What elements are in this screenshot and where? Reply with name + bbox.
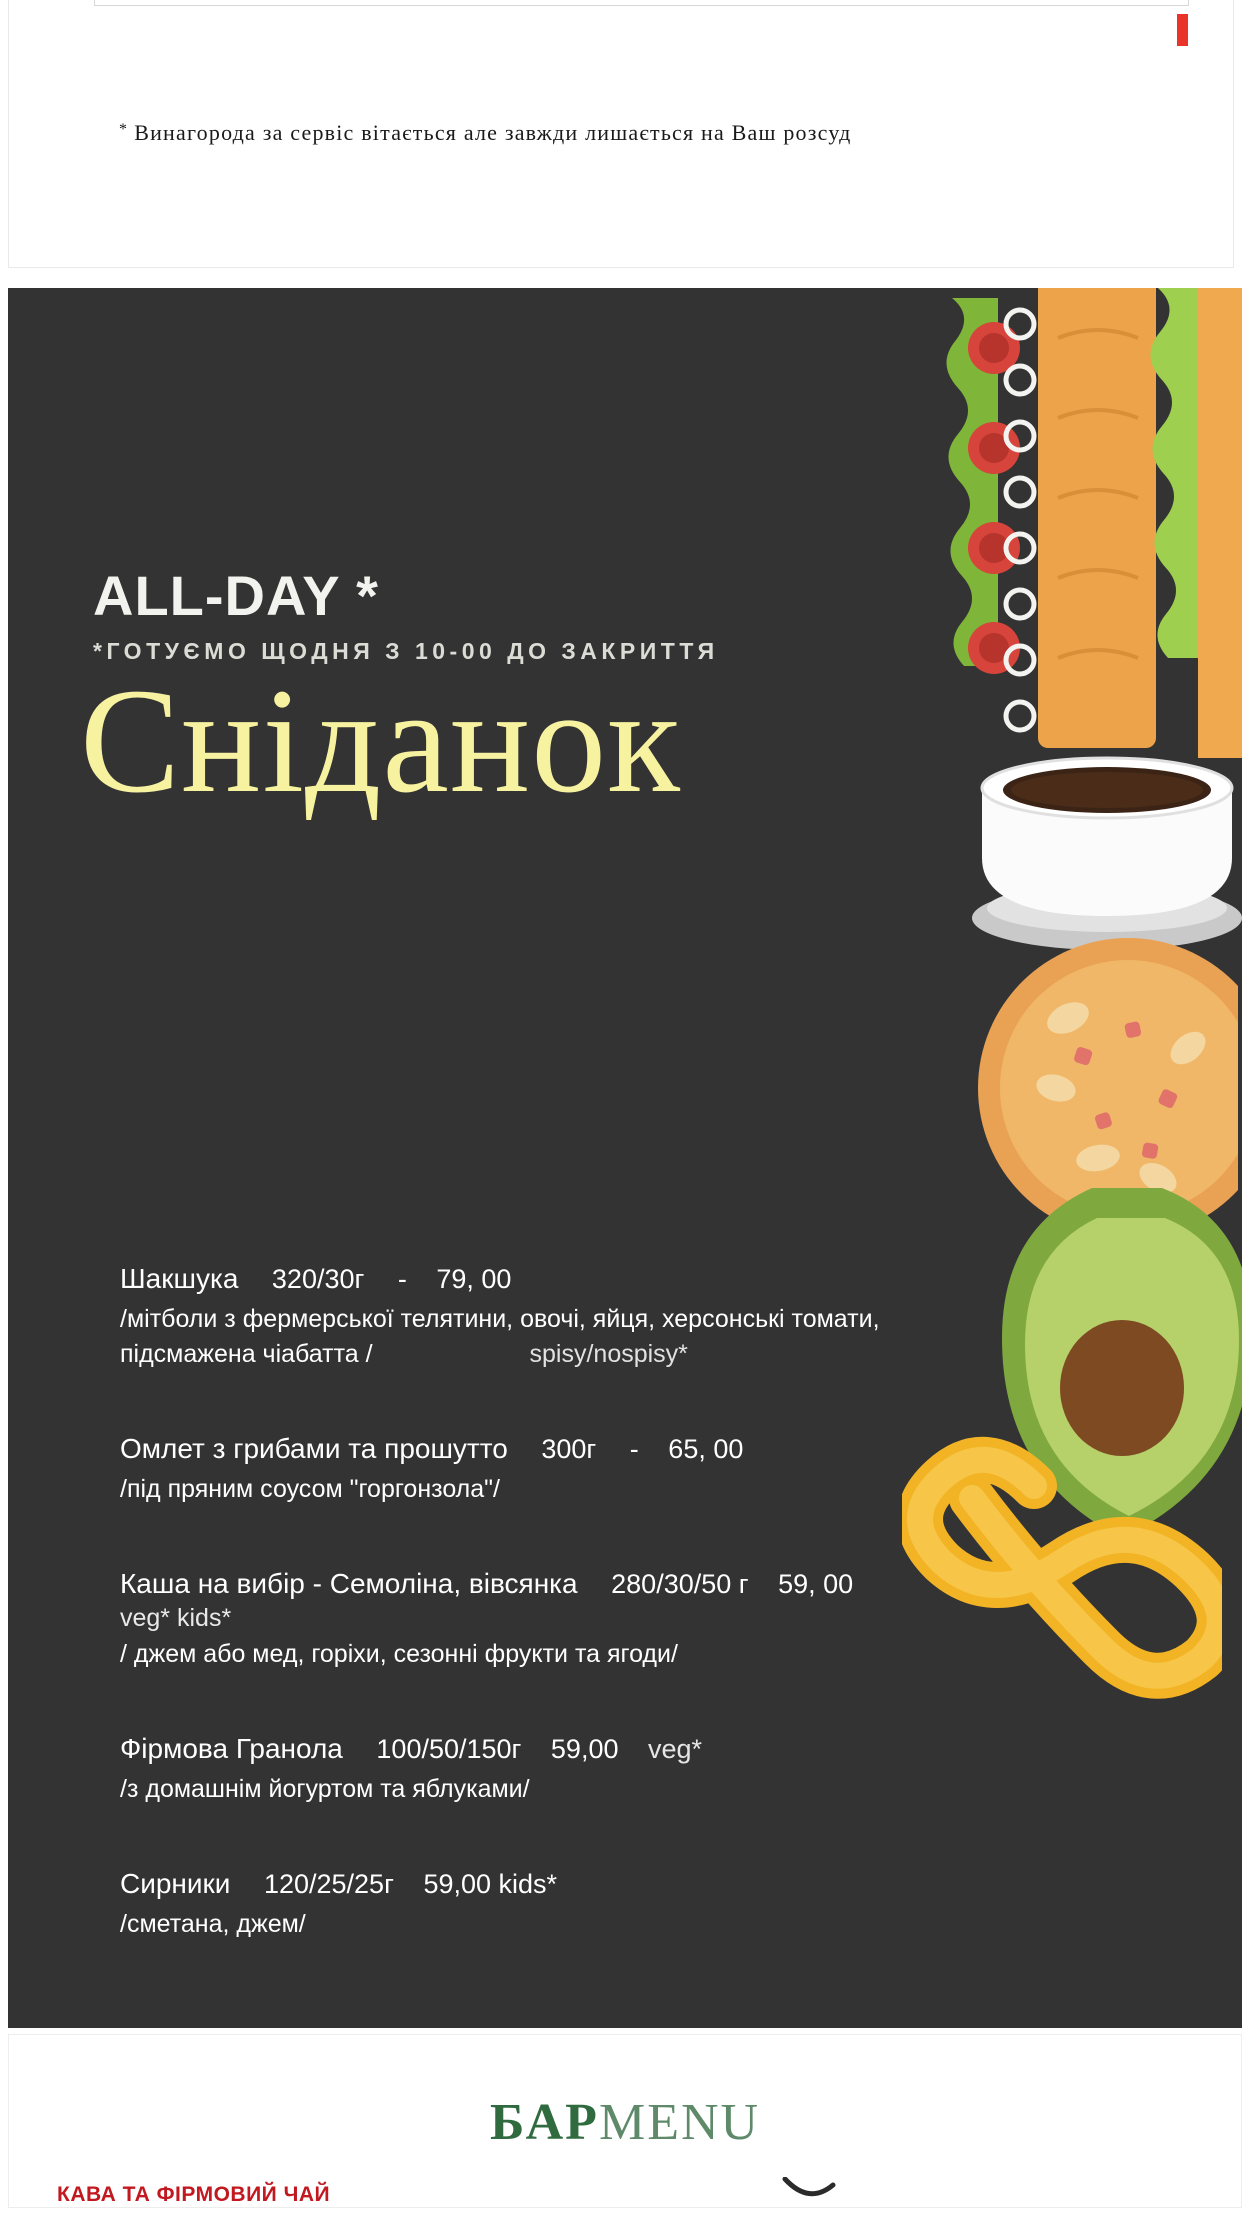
avocado-illustration [942, 1188, 1242, 1588]
item-description: /з домашнім йогуртом та яблуками/ [120, 1775, 530, 1804]
bar-menu-title [9, 2093, 1241, 2152]
menu-item [120, 1430, 920, 1507]
item-name: Сирники [120, 1868, 231, 1900]
service-footnote [119, 120, 1119, 146]
pretzel-illustration [902, 1428, 1222, 1728]
bar-section-subtitle: КАВА ТА ФІРМОВИЙ ЧАЙ [57, 2183, 331, 2206]
item-price: 59,00 [550, 1734, 619, 1765]
item-description: /під пряним соусом "горгонзола"/ [120, 1474, 500, 1503]
table-cell-box [94, 0, 1189, 6]
item-dash: - [629, 1433, 639, 1464]
swoosh-icon [779, 2177, 839, 2217]
item-description: /сметана, джем/ [120, 1909, 306, 1938]
all-day-hours: *ГОТУЄМО ЩОДНЯ З 10-00 ДО ЗАКРИТТЯ [93, 638, 719, 664]
bar-menu-page [8, 2034, 1242, 2208]
footnote-asterisk: * [119, 121, 129, 138]
menu-item [120, 1260, 920, 1372]
item-tags: veg* kids* [120, 1604, 232, 1633]
item-name: Фірмова Гранола [120, 1733, 343, 1765]
item-name: Каша на вибір - Семоліна, вівсянка [120, 1567, 578, 1599]
item-name: Шакшука [120, 1263, 239, 1294]
item-description: /мітболи з фермерської телятини, овочі, яйця, херсонські томати, підсмажена чіабатта / [120, 1304, 880, 1368]
item-price: 59, 00 [778, 1568, 854, 1599]
menu-items-list [120, 1260, 920, 2000]
all-day-kicker: ALL-DAY * [93, 564, 379, 627]
page-top-fragment [8, 0, 1234, 268]
item-description: / джем або мед, горіхи, сезонні фрукти та ягоди/ [120, 1640, 678, 1669]
bar-title-part1: БАР [489, 2094, 599, 2151]
item-weight: 280/30/50 г [611, 1568, 749, 1599]
breakfast-page [8, 288, 1242, 2028]
page-title: Сніданок [80, 658, 682, 824]
item-weight: 120/25/25г [263, 1869, 394, 1900]
menu-item [120, 1730, 920, 1807]
flatbread-illustration [948, 928, 1238, 1248]
footnote-text: Винагорода за сервіс вітається але завжди лишається на Ваш розсуд [134, 120, 852, 145]
item-name: Омлет з грибами та прошутто [120, 1432, 508, 1464]
item-weight: 300г [541, 1433, 597, 1464]
item-tags: veg* [648, 1734, 703, 1765]
sandwich-illustration [942, 288, 1242, 758]
item-price: 59,00 kids* [423, 1869, 558, 1900]
menu-item [120, 1865, 920, 1942]
item-dash: - [397, 1264, 407, 1294]
item-price: 79, 00 [436, 1264, 512, 1294]
item-weight: 100/50/150г [376, 1734, 522, 1765]
menu-item [120, 1565, 920, 1673]
item-spice-option: spisy/nospisy* [529, 1339, 688, 1368]
bar-title-part2: MENU [598, 2094, 761, 2151]
item-weight: 320/30г [271, 1264, 365, 1294]
red-tab-marker [1177, 14, 1188, 46]
item-price: 65, 00 [668, 1433, 744, 1464]
coffee-cup-illustration [942, 718, 1242, 968]
